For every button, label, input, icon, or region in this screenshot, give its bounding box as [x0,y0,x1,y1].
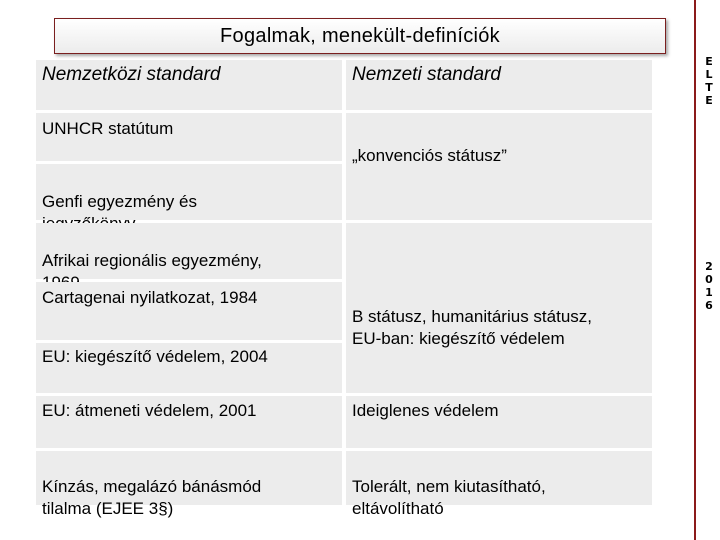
list-item [36,223,342,279]
list-item [36,343,342,393]
item-unhcr: UNHCR statútum [42,119,174,138]
item-eu-subsidiary: EU: kiegészítő védelem, 2004 [42,347,268,366]
header-international [36,60,342,110]
list-item [346,451,652,518]
list-item [36,164,342,220]
item-cartagena: Cartagenai nyilatkozat, 1984 [42,288,258,307]
side-label-year: 2 0 1 6 [705,260,713,312]
list-item [36,282,342,340]
item-convention-status: „konvenciós státusz” [352,146,507,165]
side-label-elte: E L T E [705,55,713,107]
slide-title: Fogalmak, menekült-definíciók [54,18,666,54]
item-b-status: B státusz, humanitárius státusz, EU-ban: kiegészítő védelem [352,307,592,348]
item-tolerated: Tolerált, nem kiutasítható, eltávolítható [352,477,546,518]
item-eu-temporary: EU: átmeneti védelem, 2001 [42,401,257,420]
item-geneva: Genfi egyezmény és [42,192,197,211]
header-national [346,60,652,110]
item-temporary-protection: Ideiglenes védelem [352,401,499,420]
side-bar [694,0,720,540]
list-item [346,223,652,393]
list-item [346,396,652,448]
header-international-label: Nemzetközi standard [42,64,221,85]
header-national-label: Nemzeti standard [352,64,501,85]
item-torture: Kínzás, megalázó bánásmód tilalma (EJEE 3§) [42,477,262,518]
list-item [346,113,652,220]
list-item [36,451,342,518]
list-item [36,396,342,448]
list-item [36,113,342,161]
item-african: Afrikai regionális egyezmény, [42,251,262,270]
